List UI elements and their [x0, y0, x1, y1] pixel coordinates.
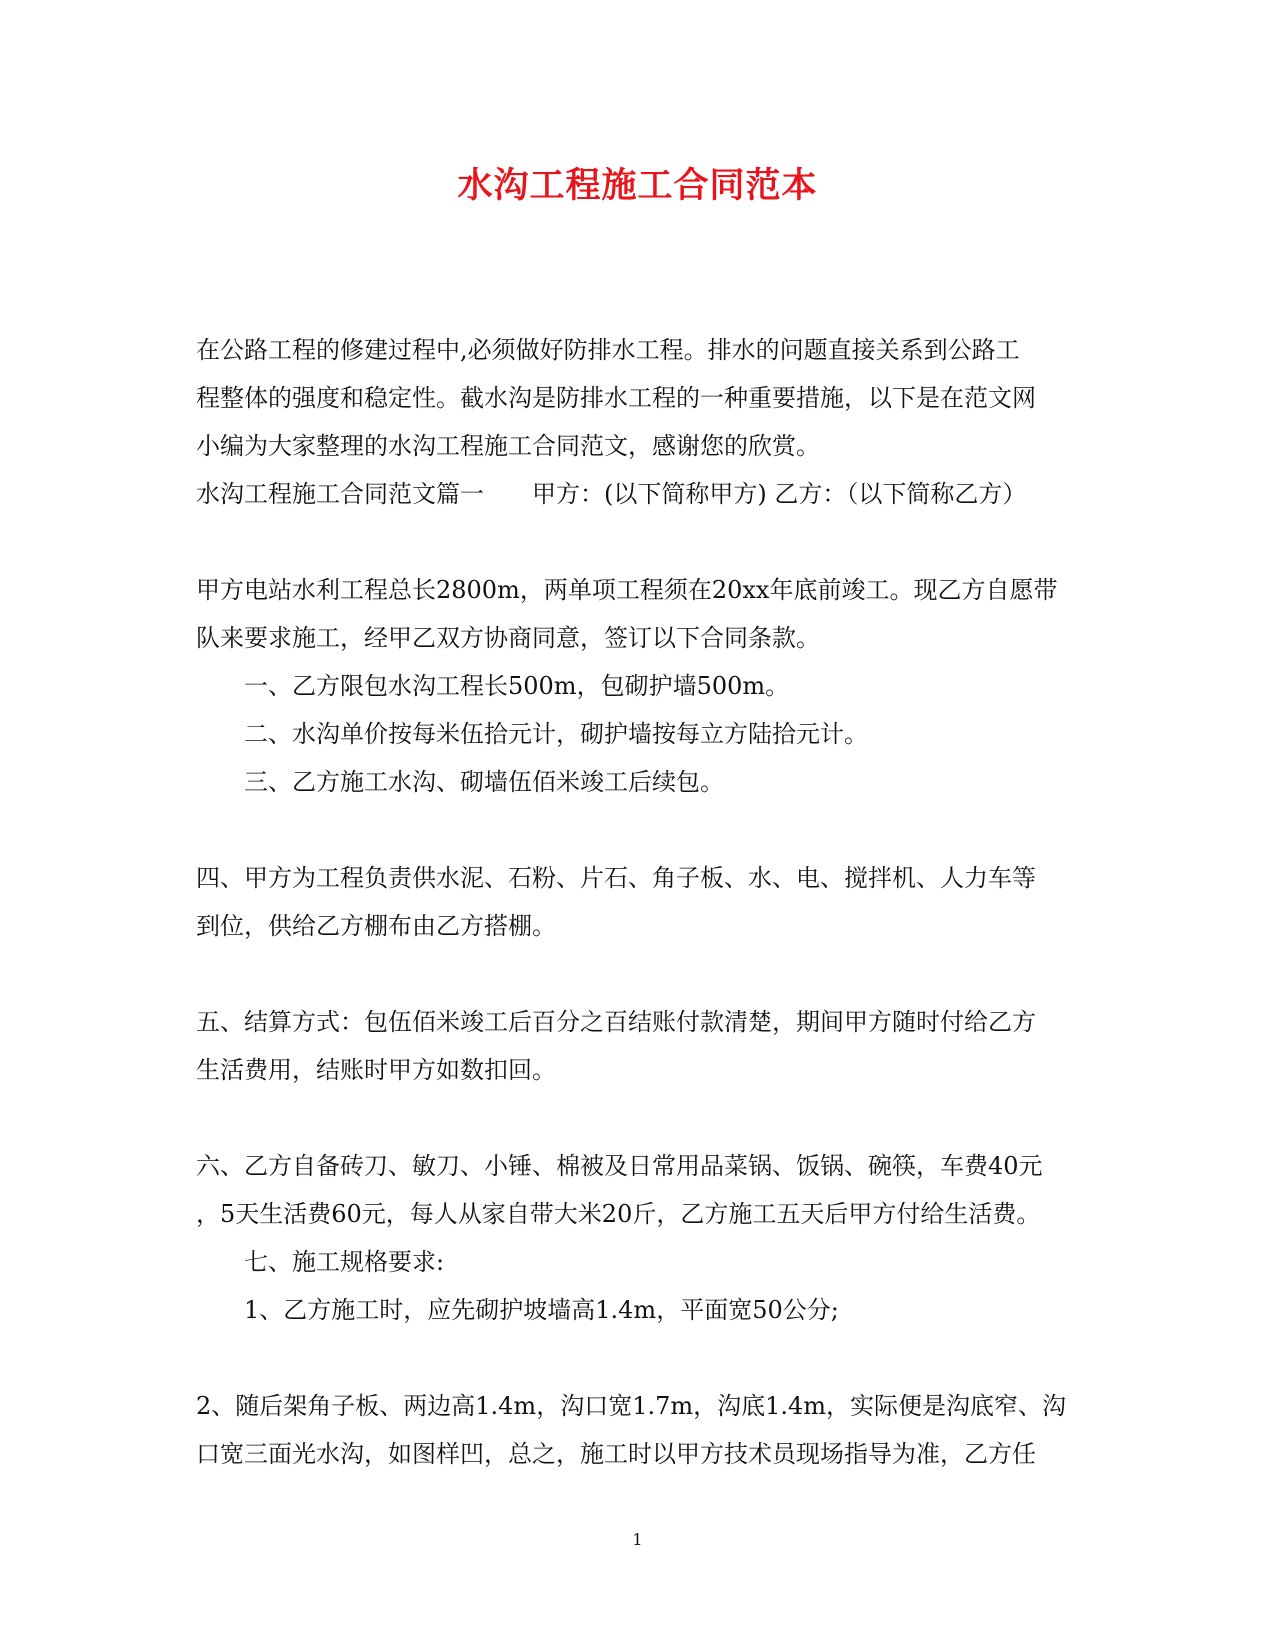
paragraph-line: 在公路工程的修建过程中,必须做好防排水工程。排水的问题直接关系到公路工 [196, 336, 1020, 364]
clause-line: 1、乙方施工时，应先砌护坡墙高1.4m，平面宽50公分; [244, 1296, 839, 1324]
page-number: 1 [632, 1530, 643, 1549]
clause-line: 生活费用，结账时甲方如数扣回。 [196, 1056, 556, 1084]
paragraph-gap [196, 1094, 1081, 1142]
clause-line: 三、乙方施工水沟、砌墙伍佰米竣工后续包。 [244, 768, 724, 796]
clause-line: 六、乙方自备砖刀、敏刀、小锤、棉被及日常用品菜锅、饭锅、碗筷，车费40元 [196, 1152, 1043, 1180]
clause-line: ，5天生活费60元，每人从家自带大米20斤，乙方施工五天后甲方付给生活费。 [196, 1200, 1041, 1228]
paragraph-line: 程整体的强度和稳定性。截水沟是防排水工程的一种重要措施，以下是在范文网 [196, 384, 1036, 412]
paragraph-line: 甲方电站水利工程总长2800m，两单项工程须在20xx年底前竣工。现乙方自愿带 [196, 576, 1058, 604]
document-title: 水沟工程施工合同范本 [457, 165, 818, 206]
paragraph-line: 小编为大家整理的水沟工程施工合同范文，感谢您的欣赏。 [196, 432, 820, 460]
paragraph-gap [196, 806, 1081, 854]
clause-line: 2、随后架角子板、两边高1.4m，沟口宽1.7m，沟底1.4m，实际便是沟底窄、沟 [196, 1392, 1067, 1420]
clause-line: 五、结算方式：包伍佰米竣工后百分之百结账付款清楚，期间甲方随时付给乙方 [196, 1008, 1036, 1036]
paragraph-gap [196, 950, 1081, 998]
document-body [196, 326, 1081, 1478]
paragraph-line: 队来要求施工，经甲乙双方协商同意，签订以下合同条款。 [196, 624, 820, 652]
paragraph-line: 水沟工程施工合同范文篇一 甲方：(以下简称甲方) 乙方：（以下简称乙方） [196, 480, 1027, 508]
clause-line: 一、乙方限包水沟工程长500m，包砌护墙500m。 [244, 672, 790, 700]
clause-line: 口宽三面光水沟，如图样凹，总之，施工时以甲方技术员现场指导为准，乙方任 [196, 1440, 1036, 1468]
paragraph-gap [196, 518, 1081, 566]
clause-line: 二、水沟单价按每米伍拾元计，砌护墙按每立方陆拾元计。 [244, 720, 868, 748]
paragraph-gap [196, 1334, 1081, 1382]
clause-line: 到位，供给乙方棚布由乙方搭棚。 [196, 912, 556, 940]
clause-line: 四、甲方为工程负责供水泥、石粉、片石、角子板、水、电、搅拌机、人力车等 [196, 864, 1036, 892]
clause-line: 七、施工规格要求: [244, 1248, 445, 1276]
